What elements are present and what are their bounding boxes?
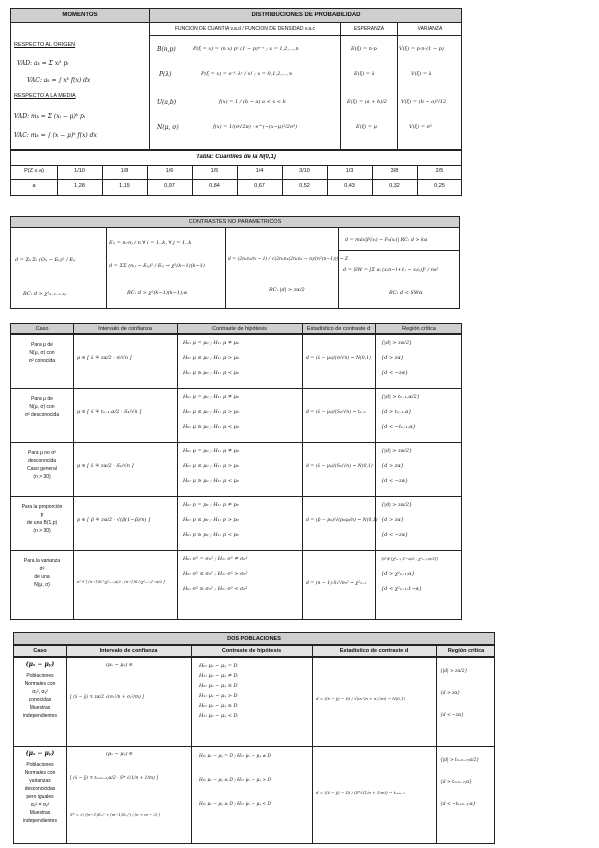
hypothesis: H₀: μ = μ₀ ; H₁: μ ≠ μ₀ xyxy=(183,394,239,400)
hypothesis: H₀: μₓ − μᵧ ≤ D xyxy=(199,683,238,689)
np-c4-formula: d = SW = [Σ aᵢ (x₍n−i+1₎ − x₍i₎)]² / ns² xyxy=(343,267,439,273)
table-header: Región crítica xyxy=(447,648,485,654)
hypothesis: H₀: σ² ≥ σ₀² ; H₁: σ² < σ₀² xyxy=(183,586,248,592)
case-label: Poblaciones xyxy=(26,762,54,768)
critical-region: {d > tₙ₊ₘ₋₂;α} xyxy=(440,780,472,785)
quantile-prob-cell: 3/8 xyxy=(390,168,399,174)
grid-line xyxy=(11,334,461,335)
case-title: (μₓ − μᵧ) xyxy=(25,661,55,668)
hypothesis: H₀: μₓ − μᵧ ≥ D xyxy=(199,703,238,709)
critical-region: {|d| > tₙ₋₁,α/2} xyxy=(381,394,420,400)
confidence-interval: μ ∈ [ x̄ ∓ zα/2 · S₁/√n ] xyxy=(77,463,134,469)
quantile-value-cell: 1,15 xyxy=(119,183,130,189)
table-header: Caso xyxy=(35,326,49,332)
case-label: σₓ² = σᵧ² xyxy=(30,802,50,808)
contrastes-np-title: CONTRASTES NO PARAMÉTRICOS xyxy=(188,219,282,225)
dist-var: V(ξ) = λ xyxy=(411,71,432,77)
confidence-interval: [ (x̄ − ȳ) ∓ zα/2 √(σₓ²/n + σᵧ²/m) ] xyxy=(70,695,144,700)
case-label: N(μ, σ) con xyxy=(29,350,55,356)
dos-poblaciones-title: DOS POBLACIONES xyxy=(227,636,281,642)
case-label: σₓ², σᵧ² xyxy=(32,689,48,695)
np-c1-formula: d = Σₖ Σₗ (Oᵢⱼ − Eᵢⱼ)² / Eᵢⱼ xyxy=(15,257,76,263)
test-statistic: d = (n − 1)·S₁²/σ₀² ~ χ²ₙ₋₁ xyxy=(306,580,367,586)
case-label: Muestras xyxy=(29,705,51,711)
dist-var: V(ξ) = p·n·(1 − p) xyxy=(399,46,444,52)
quantile-prob-cell: 3/10 xyxy=(299,168,310,174)
np-c1-rc: RC: d > χ²ₖ₋₁₋ₗ₋₁ₚ xyxy=(23,291,67,297)
dist-fn: f(x) = 1 / (b − a) a < x < b xyxy=(219,99,286,105)
table-header: Estadístico de contraste d xyxy=(306,326,371,332)
test-statistic: d = (x̄ − μ₀)/(σ/√n) ~ N(0,1) xyxy=(306,356,371,361)
grid-line xyxy=(14,746,494,747)
critical-region: {d < −zα} xyxy=(381,532,409,538)
case-label: de una B(1,p) xyxy=(26,520,58,526)
hypothesis: H₀: μ ≥ μ₀ ; H₁: μ < μ₀ xyxy=(183,478,239,484)
critical-region: {d > zα} xyxy=(381,355,404,361)
case-label: varianzas xyxy=(29,778,51,784)
momentos-title: MOMENTOS xyxy=(62,12,98,18)
dist-name: N(μ, σ) xyxy=(157,124,179,131)
case-label: Caso general xyxy=(27,466,57,472)
critical-region: {d > zα} xyxy=(381,517,404,523)
hypothesis: H₁: μₓ − μᵧ ≠ D xyxy=(199,673,238,679)
critical-region: {d < −tₙ₋₁,α} xyxy=(381,424,416,430)
case-label: Poblaciones xyxy=(26,673,54,679)
case-label: independientes xyxy=(23,713,57,719)
table-header: Estadístico de contraste d xyxy=(339,648,409,654)
critical-region: {|d| > zα/2} xyxy=(381,448,413,454)
momentos-origen-label: RESPECTO AL ORIGEN xyxy=(14,42,76,48)
dos-poblaciones-table xyxy=(13,632,495,844)
table-header: Contraste de hipótesis xyxy=(221,648,282,654)
critical-region: {|d| > zα/2} xyxy=(440,669,468,674)
quantile-value-cell: a xyxy=(32,183,36,189)
dist-esp: E(ξ) = (a + b)/2 xyxy=(347,99,387,105)
dist-esp: E(ξ) = n·p xyxy=(351,46,377,52)
case-label: pero iguales xyxy=(26,794,54,800)
quantile-value-cell: 0,97 xyxy=(164,183,175,189)
hypothesis: H₀: μₓ − μᵧ = D ; H₁: μₓ − μᵧ ≠ D xyxy=(199,754,271,759)
np-c2-formula: d = ΣΣ (nᵢⱼ − Eᵢⱼ)² / Eᵢⱼ → χ²(k−1)(k−1) xyxy=(109,263,205,269)
np-c3-formula: d = (2n₁n₂/n − 1) / √(2n₁n₂(2n₁n₂ − n)/(n²(n−1))) ~ Z xyxy=(228,257,349,262)
case-label: desconocida xyxy=(27,458,57,464)
hypothesis: H₀: μ ≤ μ₀ ; H₁: μ > μ₀ xyxy=(183,463,239,469)
momentos-vad-media: VAD: mₖ = Σ (xᵢ − μ)ᵏ pᵢ xyxy=(14,113,86,120)
quantile-prob-cell: 1/6 xyxy=(165,168,174,174)
grid-line xyxy=(191,645,192,843)
critical-region: {|d| > zα/2} xyxy=(381,502,413,508)
case-label: Para μ de xyxy=(31,342,53,348)
grid-line xyxy=(73,324,74,619)
dist-name: U(a,b) xyxy=(157,99,177,106)
np-c4-top: d = máx|F(xᵢ) − F₀(xᵢ)| RC: d > kα xyxy=(345,238,428,243)
test-statistic: d = ((x̄ − ȳ) − D) / √(σₓ²/n + σᵧ²/m) ~ N(0,1) xyxy=(316,695,406,701)
hypothesis: H₀: μ = μ₀ ; H₁: μ ≠ μ₀ xyxy=(183,448,239,454)
confidence-interval: μ ∈ [ x̄ ∓ zα/2 · σ/√n ] xyxy=(77,355,132,361)
grid-line xyxy=(11,442,461,443)
hypothesis: H₀: μ ≤ μ₀ ; H₁: μ > μ₀ xyxy=(183,355,239,361)
una-poblacion-table xyxy=(10,323,462,620)
hypothesis: H₀: μ ≤ μ₀ ; H₁: μ > μ₀ xyxy=(183,409,239,415)
grid-line xyxy=(436,645,437,843)
quantile-prob-cell: 1/5 xyxy=(210,168,219,174)
table-header: Contraste de hipótesis xyxy=(212,326,267,332)
case-label: conocidas xyxy=(28,697,52,703)
case-label: σ² desconocida xyxy=(24,412,60,418)
critical-region: {d < −zα} xyxy=(381,478,409,484)
test-statistic: d = (x̄ − μ₀)/(S₁/√n) ~ tₙ₋₁ xyxy=(306,410,366,415)
dist-fn: P(ξ = x) = (n x) pˣ (1 − p)ⁿ⁻ˣ ; x = 1,2,…,n xyxy=(193,46,299,52)
contrastes-np-table xyxy=(10,216,460,309)
grid-line xyxy=(14,645,494,646)
grid-line xyxy=(11,496,461,497)
confidence-interval: p ∈ [ p̂ ∓ zα/2 · √(p̂(1−p̂)/n) ] xyxy=(77,517,151,523)
quantile-value-cell: 0,43 xyxy=(344,183,355,189)
test-statistic: d = ((x̄ − ȳ) − D) / (S*√(1/n + 1/m)) ~ tₙ₊ₘ₋₂ xyxy=(316,789,406,795)
dist-var: V(ξ) = (b − a)²/12 xyxy=(401,99,447,105)
confidence-interval-top: (μₓ − μᵧ) ∈ xyxy=(106,662,133,668)
confidence-interval: σ² ∈ [ (n−1)S₁²/χ²ₙ₋₁;α/2 , (n−1)S₁²/χ²ₙ₋₁;1−α/2 ] xyxy=(77,579,165,584)
table-header: Caso xyxy=(33,648,47,654)
grid-line xyxy=(375,324,376,619)
case-label: Normales con xyxy=(24,770,56,776)
col-esperanza: ESPERANZA xyxy=(353,26,385,32)
distribuciones-title: DISTRIBUCIONES DE PROBABILIDAD xyxy=(251,12,361,18)
quantile-prob-cell: 1/10 xyxy=(74,168,85,174)
case-label: Para la proporción xyxy=(21,504,63,510)
grid-line xyxy=(66,645,67,843)
np-c2-rc: RC: d > χ²(k−1)(k−1);α xyxy=(127,290,188,296)
quantile-value-cell: 0,52 xyxy=(299,183,310,189)
grid-line xyxy=(312,645,313,843)
quantile-prob-cell: 1/3 xyxy=(345,168,354,174)
momentos-vad-origen: VAD: aₖ = Σ xᵢᵏ pᵢ xyxy=(17,60,69,67)
hypothesis: H₀: μₓ − μᵧ ≤ D ; H₁: μₓ − μᵧ > D xyxy=(199,778,271,783)
hypothesis: H₀: μₓ − μᵧ ≥ D ; H₁: μₓ − μᵧ < D xyxy=(199,802,271,807)
pooled-sd: S* = √( ((n−1)S₁ₓ² + (m−1)S₁ᵧ²) / (n + m − 2) ) xyxy=(70,812,160,817)
critical-region: {d < −zα} xyxy=(381,370,409,376)
grid-line xyxy=(14,657,494,658)
grid-line xyxy=(302,324,303,619)
case-title: (μₓ − μᵧ) xyxy=(25,750,55,757)
case-label: σ² conocida xyxy=(28,358,56,364)
hypothesis: H₀: μ ≥ μ₀ ; H₁: μ < μ₀ xyxy=(183,370,239,376)
np-c2-e: Eᵢⱼ = nᵢ·nⱼ / n ∀ i = 1..k, ∀ j = 1..k xyxy=(109,240,192,246)
critical-region: {|d| > tₙ₊ₘ₋₂;α/2} xyxy=(440,758,480,763)
critical-region: {d > tₙ₋₁,α} xyxy=(381,409,412,415)
dist-esp: E(ξ) = μ xyxy=(356,124,377,130)
col-funcion: FUNCIÓN DE CUANTÍA v.a.d / FUNCIÓN DE DENSIDAD v.a.c xyxy=(174,26,316,32)
cuantiles-table xyxy=(10,150,462,196)
case-label: (n > 30) xyxy=(33,474,51,480)
case-label: desconocidas xyxy=(24,786,56,792)
case-label: Para μ no σ² xyxy=(28,450,56,456)
case-label: de una xyxy=(34,574,50,580)
momentos-distribuciones-table xyxy=(10,8,462,150)
momentos-media-label: RESPECTO A LA MEDIA xyxy=(14,93,76,99)
grid-line xyxy=(11,388,461,389)
critical-region: {d > zα} xyxy=(440,691,461,696)
np-c4-rc: RC: d < SWα xyxy=(389,290,423,296)
quantile-prob-cell: 2/5 xyxy=(435,168,444,174)
hypothesis: H₀: μ ≥ μ₀ ; H₁: μ < μ₀ xyxy=(183,424,239,430)
grid-line xyxy=(177,324,178,619)
dist-esp: E(ξ) = λ xyxy=(354,71,375,77)
table-header: Región crítica xyxy=(402,326,436,332)
momentos-vac-media: VAC: mₖ = ∫ (x − μ)ᵏ f(x) dx xyxy=(14,132,97,139)
dist-var: V(ξ) = σ² xyxy=(409,124,433,130)
grid-line xyxy=(11,550,461,551)
dist-name: P(λ) xyxy=(159,71,172,78)
critical-region: {d < −tₙ₊ₘ₋₂;α} xyxy=(440,802,476,807)
quantile-value-cell: 0,25 xyxy=(434,183,445,189)
quantile-value-cell: 0,84 xyxy=(209,183,220,189)
hypothesis: H₀: p = p₀ ; H₁: p ≠ p₀ xyxy=(183,502,239,508)
table-header: Intervalo de confianza xyxy=(98,326,152,332)
hypothesis: H₀: μₓ − μᵧ = D xyxy=(199,663,238,669)
dist-fn: f(x) = 1/(σ√2π) · e^(−(x−μ)²/2σ²) xyxy=(213,124,298,130)
critical-region: {d < χ²ₙ₋₁;1−α} xyxy=(381,586,423,592)
quantile-value-cell: 1,28 xyxy=(74,183,85,189)
dist-name: B(n,p) xyxy=(157,46,176,53)
confidence-interval: [ (x̄ − ȳ) ∓ tₙ₊ₘ₋₂;α/2 · S* √(1/n + 1/m) ] xyxy=(70,776,158,781)
hypothesis: H₀: σ² ≤ σ₀² ; H₁: σ² > σ₀² xyxy=(183,571,248,577)
case-label: Muestras xyxy=(29,810,51,816)
col-varianza: VARIANZA xyxy=(417,26,443,32)
case-label: Para μ de xyxy=(31,396,53,402)
dist-fn: P(ξ = x) = e⁻ᴸ λˣ / x! ; x = 0,1,2,…,∞ xyxy=(201,71,293,77)
case-label: Para la varianza xyxy=(23,558,61,564)
confidence-interval-top: (μₓ − μᵧ) ∈ xyxy=(106,751,133,757)
test-statistic: d = (p̂ − p₀)/√(p₀q₀/n) ~ N(0,1) xyxy=(306,518,378,523)
case-label: independientes xyxy=(23,818,57,824)
momentos-vac-origen: VAC: aₖ = ∫ xᵏ f(x) dx xyxy=(27,77,91,84)
hypothesis: H₁: μₓ − μᵧ < D xyxy=(199,713,238,719)
hypothesis: H₁: μₓ − μᵧ > D xyxy=(199,693,238,699)
case-label: σ² xyxy=(39,566,45,572)
hypothesis: H₀: p ≥ p₀ ; H₁: p < p₀ xyxy=(183,532,239,538)
table-header: Intervalo de confianza xyxy=(99,648,158,654)
critical-region: {|d| > zα/2} xyxy=(381,340,413,346)
critical-region: {d > zα} xyxy=(381,463,404,469)
quantile-value-cell: 0,32 xyxy=(389,183,400,189)
confidence-interval: μ ∈ [ x̄ ∓ tₙ₋₁,α/2 · S₁/√n ] xyxy=(77,409,142,415)
critical-region: {d > χ²ₙ₋₁;α} xyxy=(381,571,415,577)
test-statistic: d = (x̄ − μ₀)/(S₁/√n) ~ N(0,1) xyxy=(306,464,373,469)
critical-region: {d < −zα} xyxy=(440,713,464,718)
hypothesis: H₀: μ = μ₀ ; H₁: μ ≠ μ₀ xyxy=(183,340,239,346)
case-label: p xyxy=(40,512,44,518)
cuantiles-title: Tabla: Cuantiles de la N(0,1) xyxy=(196,154,276,160)
quantile-prob-cell: 1/4 xyxy=(255,168,264,174)
case-label: N(μ, σ) xyxy=(34,582,50,588)
case-label: (n > 30) xyxy=(33,528,51,534)
hypothesis: H₀: p ≤ p₀ ; H₁: p > p₀ xyxy=(183,517,239,523)
case-label: Normales con xyxy=(24,681,56,687)
quantile-prob-cell: P(Z ≤ a) xyxy=(24,168,44,174)
hypothesis: H₀: σ² = σ₀² ; H₁: σ² ≠ σ₀² xyxy=(183,556,248,562)
quantile-value-cell: 0,67 xyxy=(254,183,265,189)
quantile-prob-cell: 1/8 xyxy=(120,168,129,174)
critical-region: {d ∉ [χ²ₙ₋₁;1−α/2 , χ²ₙ₋₁;α/2]} xyxy=(381,556,439,561)
np-c3-rc: RC: |d| > zα/2 xyxy=(269,287,305,293)
case-label: N(μ, σ) con xyxy=(29,404,55,410)
